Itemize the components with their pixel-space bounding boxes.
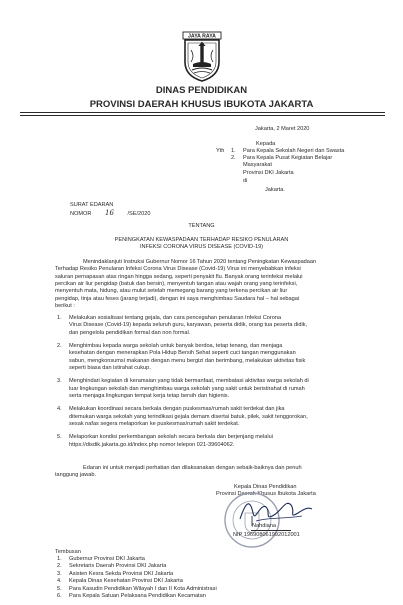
cc-item: 1. Gubernur Provinsi DKI Jakarta bbox=[57, 556, 145, 562]
province-name: PROVINSI DAERAH KHUSUS IBUKOTA JAKARTA bbox=[89, 99, 314, 110]
recipient-list bbox=[231, 148, 344, 170]
point-item: 2. Menghimbau kepada warga sekolah untuk banyak berdoa, tetap tenang, dan menjaga kesehatan dengan menerapkan Pola Hidup Bersih Sehat seperti cuci tangan menggunakan sabun, mengkonsumsi makanan dengan menu bergizi dan berimbang, melakukan aktivitas fisik seperti biasa dan istirahat cukup. bbox=[57, 343, 306, 372]
intro-line: saluran pernapasan atas ringan hingga sedang, seperti penyakit flu. Banyak orang terinfeksi melalui bbox=[55, 273, 303, 280]
closing-paragraph: Edaran ini untuk menjadi perhatian dan dilaksanakan dengan sebaik-baiknya dan penuh tanggung jawab. bbox=[55, 465, 302, 479]
logo-banner-text: JAYA RAYA bbox=[188, 33, 216, 40]
nomor-label: NOMOR bbox=[70, 211, 92, 217]
letterhead-rule-thick bbox=[20, 112, 385, 113]
point-list bbox=[57, 315, 309, 449]
cc-item: 6. Para Kepala Satuan Pelaksana Pendidikan Kecamatan bbox=[57, 593, 206, 600]
subject-line-1: PENINGKATAN KEWASPADAAN TERHADAP RESIKO PENULARAN bbox=[114, 237, 289, 243]
recipient-item: 1. Para Kepala Sekolah Negeri dan Swasta bbox=[231, 148, 345, 154]
nomor-suffix: /SE/2020 bbox=[127, 211, 151, 217]
jakarta-coat-of-arms-logo bbox=[181, 30, 223, 82]
cc-list bbox=[57, 556, 217, 600]
recipient-item: 2. Para Kepala Pusat Kegiatan Belajar bbox=[231, 155, 333, 162]
circular-title: SURAT EDARAN bbox=[70, 202, 114, 208]
signatory-name: Nahdiana bbox=[252, 523, 276, 529]
subject-label: TENTANG bbox=[188, 223, 215, 229]
point-item: 3. Menghindari kegiatan di keramaian yang tidak bermanfaat, membatasi aktivitas warga sekolah di luar lingkungan sekolah dan menghimbau warga sekolah yang sakit untuk beristirahat di rumah serta menjaga lingkungan tempat kerja tetap bersih dan higienis. bbox=[57, 378, 309, 400]
recipient-item: Masyarakat bbox=[243, 162, 272, 169]
recipient-kepada: Kepada bbox=[256, 141, 276, 147]
point-item: 5. Melaporkan kondisi perkembangan sekolah secara berkala dan berjenjang melalui https://disdik.jakarta.go.id/index.php nomor telepon 021-39604062. bbox=[57, 434, 273, 448]
recipient-city: Jakarta. bbox=[265, 187, 285, 193]
letterhead-rule-thin bbox=[20, 115, 385, 116]
intro-line: pengidap, tinja atau feses (jarang terjadi), dengan ini saya menghimbau Saudara hal – hal sebagai bbox=[55, 295, 300, 302]
office-name: DINAS PENDIDIKAN bbox=[155, 85, 248, 96]
cc-item: 5. Para Kasudin Pendidikan Wilayah I dan II Kota Administrasi bbox=[57, 585, 217, 592]
cc-item: 2. Sekretaris Daerah Provinsi DKI Jakarta bbox=[57, 563, 167, 570]
point-item: 4. Melakukan koordinasi secara berkala dengan puskesmas/rumah sakit terdekat dan jika ditemukan warga sekolah yang terindikasi gejala demam disertai batuk, pilek, sakit tenggorokan, sesak nafas segera melaporkan ke puskesmas/rumah sakit terdekat. bbox=[57, 406, 308, 428]
recipient-yth: Yth bbox=[216, 148, 225, 154]
recipient-region: Provinsi DKI Jakarta bbox=[243, 170, 294, 176]
cc-label: Tembusan bbox=[55, 549, 81, 555]
circular-number bbox=[70, 210, 150, 218]
signatory-nip: NIP 196908061992012001 bbox=[233, 532, 300, 538]
intro-line: Terhadap Resiko Penularan Infeksi Corona Virus Disease (Covid-19) Virus ini menyebabkan infeksi bbox=[55, 266, 301, 273]
nomor-handwritten: 16 bbox=[104, 209, 114, 217]
letter-place-date: Jakarta, 2 Maret 2020 bbox=[255, 126, 310, 132]
subject-line-2: INFEKSI CORONA VIRUS DISEASE (COVID-19) bbox=[139, 244, 264, 250]
cc-item: 4. Kepala Dinas Kesehatan Provinsi DKI Jakarta bbox=[57, 578, 183, 585]
signatory-name-underline bbox=[251, 530, 291, 531]
signatory-title-2: Provinsi Daerah Khusus Ibukota Jakarta bbox=[216, 491, 316, 497]
intro-line: percikan air liur pengidap (batuk dan bersin), menyentuh tangan atau wajah orang yang terinfeksi, bbox=[55, 281, 298, 288]
intro-line: menyentuh mata, hidung, atau mulut setelah memegang barang yang terkena percikan air liur bbox=[55, 288, 288, 295]
intro-line: berikut : bbox=[55, 303, 75, 310]
intro-line: Menindaklanjuti Instruksi Gubernur Nomor 16 Tahun 2020 tentang Peningkatan Kewaspadaan bbox=[83, 259, 317, 265]
signatory-title-1: Kepala Dinas Pendidikan bbox=[234, 484, 297, 490]
recipient-di: di bbox=[243, 178, 248, 184]
handwritten-signature bbox=[236, 493, 316, 527]
body-intro bbox=[55, 259, 316, 310]
point-item: 1. Melakukan sosialisasi tentang gejala, dan cara pencegahan penularan Infeksi Corona Virus Disease (Covid-19) kepada seluruh guru, karyawan, peserta didik, orang tua peserta didik, dan pengelola pendidikan formal dan non formal. bbox=[57, 315, 308, 336]
cc-item: 3. Asisten Kesra Sekda Provinsi DKI Jakarta bbox=[57, 570, 174, 577]
